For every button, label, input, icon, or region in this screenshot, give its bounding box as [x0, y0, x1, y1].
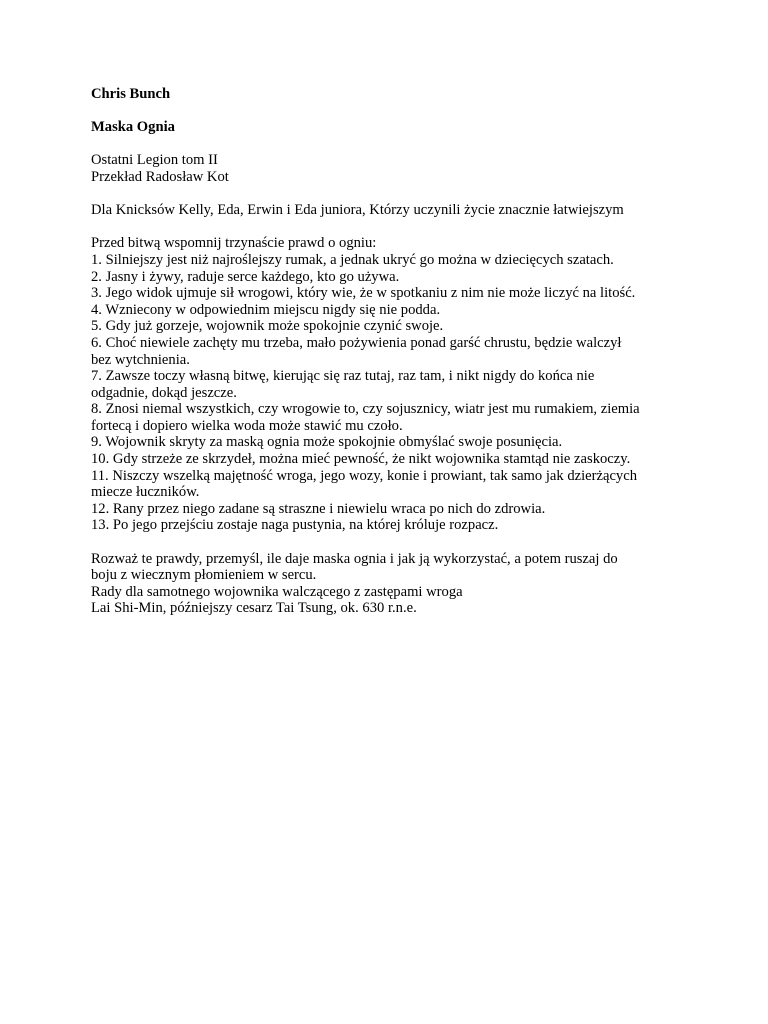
rule-line: miecze łuczników. [91, 484, 200, 501]
rule-line: 10. Gdy strzeże ze skrzydeł, można mieć pewność, że nikt wojownika stamtąd nie zaskoczy. [91, 451, 631, 468]
series-line: Ostatni Legion tom II [91, 152, 218, 169]
spacer [91, 136, 691, 153]
closing-line: Rozważ te prawdy, przemyśl, ile daje maska ognia i jak ją wykorzystać, a potem ruszaj do [91, 550, 618, 567]
rule-line: 3. Jego widok ujmuje sił wrogowi, który wie, że w spotkaniu z nim nie może liczyć na litość. [91, 285, 636, 302]
rule-line: 2. Jasny i żywy, raduje serce każdego, kto go używa. [91, 268, 400, 285]
rule-item [91, 335, 691, 368]
rule-item [91, 401, 691, 434]
spacer [91, 103, 691, 120]
rule-line: 4. Wzniecony w odpowiednim miejscu nigdy się nie podda. [91, 301, 441, 318]
rule-item [91, 269, 691, 286]
rule-item [91, 318, 691, 335]
spacer [91, 534, 691, 551]
book-title: Maska Ognia [91, 119, 175, 136]
rule-item [91, 468, 691, 501]
rule-item [91, 451, 691, 468]
rule-line: 11. Niszczy wszelką majętność wroga, jego wozy, konie i prowiant, tak samo jak dzierżących [91, 467, 637, 484]
closing-line: Lai Shi-Min, późniejszy cesarz Tai Tsung, ok. 630 r.n.e. [91, 600, 417, 617]
rule-item [91, 302, 691, 319]
rule-item [91, 285, 691, 302]
rules-list [91, 252, 691, 534]
translator-line: Przekład Radosław Kot [91, 168, 229, 185]
rules-intro: Przed bitwą wspomnij trzynaście prawd o ogniu: [91, 235, 377, 252]
rule-line: odgadnie, dokąd jeszcze. [91, 384, 237, 401]
rule-line: 1. Silniejszy jest niż najroślejszy rumak, a jednak ukryć go można w dziecięcych szatach. [91, 251, 614, 268]
rule-line: 5. Gdy już gorzeje, wojownik może spokojnie czynić swoje. [91, 318, 444, 335]
closing-paragraph [91, 551, 691, 617]
rule-line: 9. Wojownik skryty za maską ognia może spokojnie obmyślać swoje posunięcia. [91, 434, 563, 451]
closing-line: boju z wiecznym płomieniem w sercu. [91, 567, 317, 584]
spacer [91, 219, 691, 236]
rule-item [91, 252, 691, 269]
rule-item [91, 368, 691, 401]
rule-line: 8. Znosi niemal wszystkich, czy wrogowie to, czy sojusznicy, wiatr jest mu rumakiem, ziemia [91, 401, 640, 418]
rule-line: 6. Choć niewiele zachęty mu trzeba, mało pożywienia ponad garść chrustu, będzie walczył [91, 334, 622, 351]
rule-line: 12. Rany przez niego zadane są straszne i niewielu wraca po nich do zdrowia. [91, 500, 546, 517]
rule-item [91, 434, 691, 451]
rule-line: bez wytchnienia. [91, 351, 190, 368]
spacer [91, 186, 691, 203]
rule-line: 7. Zawsze toczy własną bitwę, kierując się raz tutaj, raz tam, i nikt nigdy do końca nie [91, 368, 595, 385]
rule-line: fortecą i dopiero wielka woda może stawić mu czoło. [91, 417, 403, 434]
author-name: Chris Bunch [91, 86, 171, 102]
dedication: Dla Knicksów Kelly, Eda, Erwin i Eda juniora, Którzy uczynili życie znacznie łatwiejszym [91, 202, 624, 219]
rule-line: 13. Po jego przejściu zostaje naga pustynia, na której króluje rozpacz. [91, 517, 499, 534]
closing-line: Rady dla samotnego wojownika walczącego z zastępami wroga [91, 583, 463, 600]
document-page [91, 86, 691, 617]
rule-item [91, 501, 691, 518]
rule-item [91, 517, 691, 534]
